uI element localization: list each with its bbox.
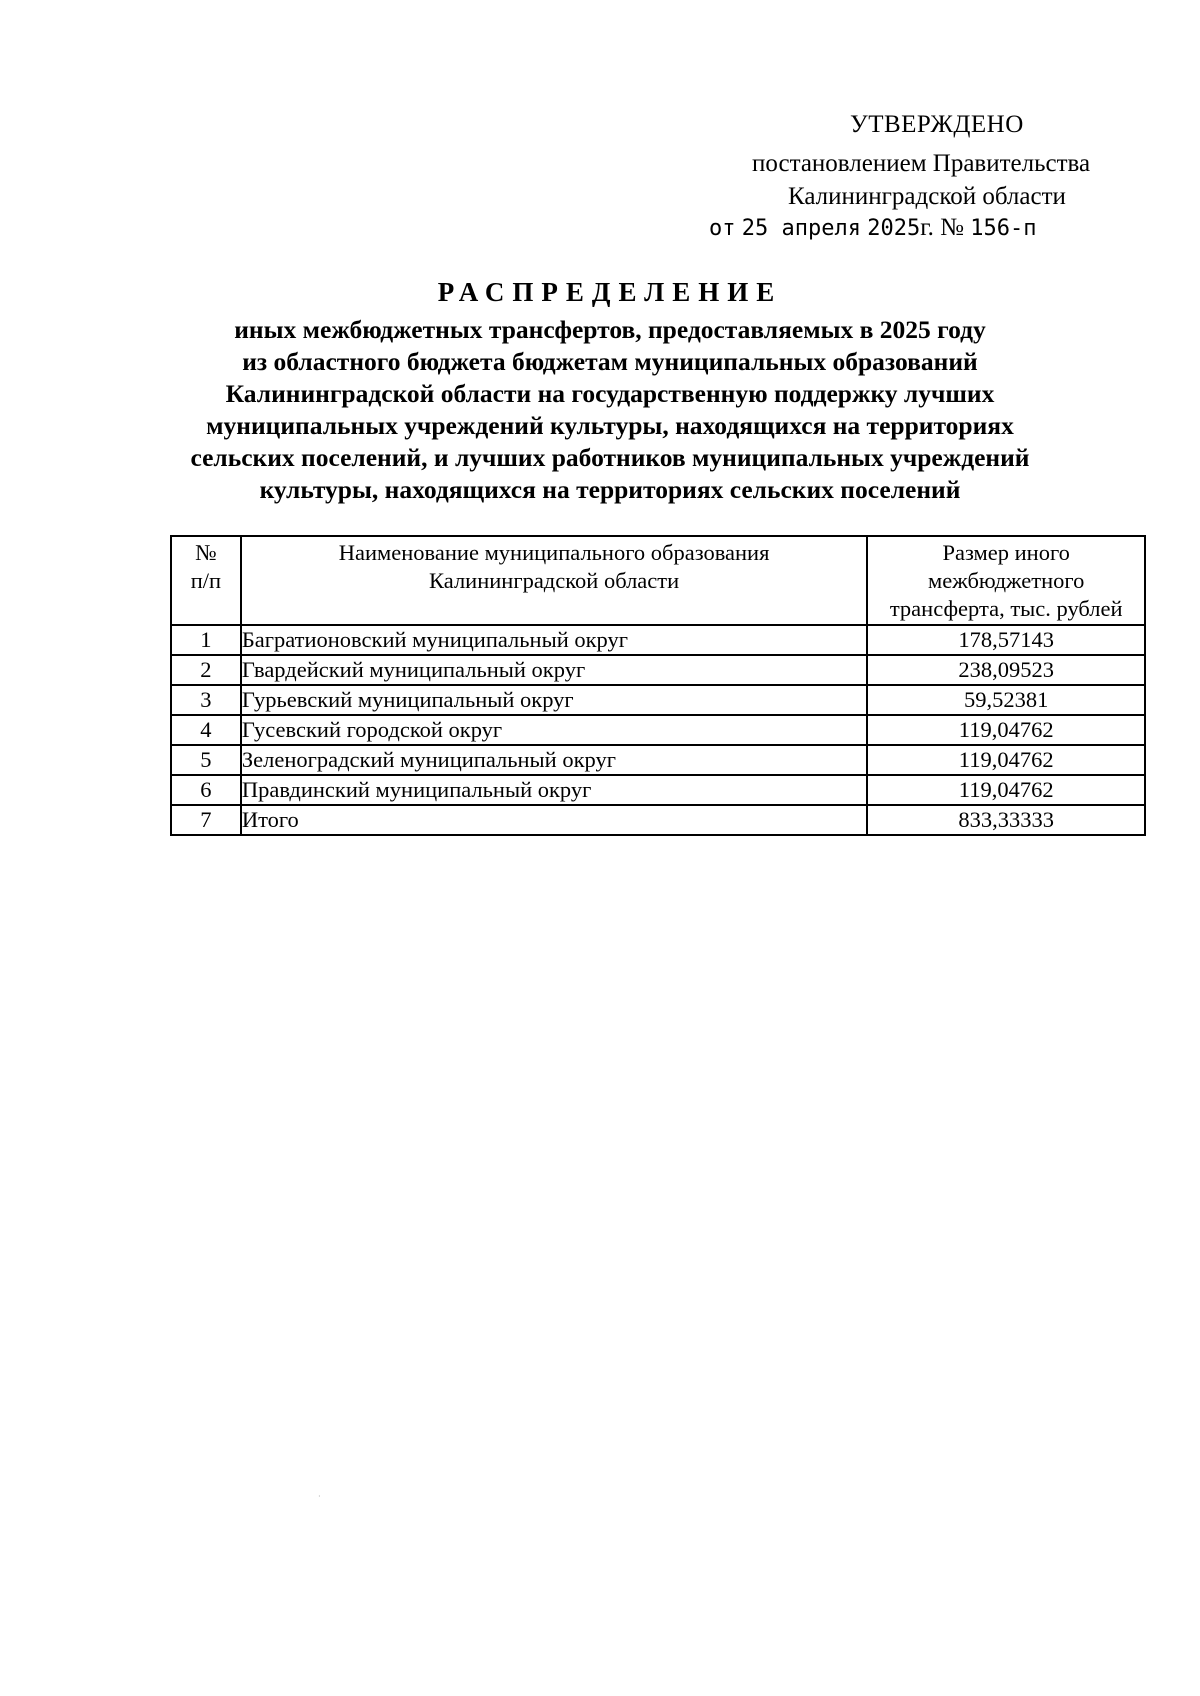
approval-title: УТВЕРЖДЕНО: [850, 111, 1024, 138]
row-value: 59,52381: [867, 685, 1145, 715]
scan-artifact-dot: ·: [318, 1492, 321, 1501]
header-value-line: межбюджетного: [928, 568, 1085, 593]
header-value-line: Размер иного: [942, 540, 1070, 565]
table-header-row: [171, 536, 1145, 625]
header-value: [867, 536, 1145, 625]
approval-region: Калининградской области: [788, 183, 1066, 210]
approval-number: 156-п: [970, 216, 1037, 241]
subtitle-line: сельских поселений, и лучших работников муниципальных учреждений: [190, 443, 1030, 472]
row-number: 5: [171, 745, 241, 775]
row-number: 4: [171, 715, 241, 745]
row-name: Зеленоградский муниципальный округ: [241, 745, 868, 775]
subtitle-line: иных межбюджетных трансфертов, предоставляемых в 2025 году: [234, 315, 986, 344]
approval-issuer: постановлением Правительства: [752, 150, 1091, 177]
table-row: [171, 745, 1145, 775]
approval-year-suffix: г.: [920, 214, 934, 241]
row-value: 119,04762: [867, 715, 1145, 745]
row-name: Гусевский городской округ: [241, 715, 868, 745]
document-heading: [150, 272, 1070, 506]
row-value: 833,33333: [867, 805, 1145, 835]
row-name: Багратионовский муниципальный округ: [241, 625, 868, 655]
table-row: [171, 685, 1145, 715]
row-name: Гурьевский муниципальный округ: [241, 685, 868, 715]
row-number: 6: [171, 775, 241, 805]
document-subtitle: [150, 314, 1070, 506]
subtitle-line: культуры, находящихся на территориях сельских поселений: [259, 475, 961, 504]
header-name: [241, 536, 868, 625]
table-row: [171, 715, 1145, 745]
row-name: Гвардейский муниципальный округ: [241, 655, 868, 685]
header-value-line: трансферта, тыс. рублей: [889, 596, 1123, 621]
row-name: Итого: [241, 805, 868, 835]
header-number: [171, 536, 241, 625]
table-row: [171, 775, 1145, 805]
header-name-line: Наименование муниципального образования: [338, 540, 770, 565]
row-number: 2: [171, 655, 241, 685]
document-title: РАСПРЕДЕЛЕНИЕ: [437, 277, 783, 307]
row-number: 7: [171, 805, 241, 835]
row-value: 178,57143: [867, 625, 1145, 655]
header-number-line: №: [195, 540, 217, 565]
subtitle-line: муниципальных учреждений культуры, находящихся на территориях: [206, 411, 1014, 440]
table-row-total: [171, 805, 1145, 835]
approval-date-value: 25 апреля: [741, 216, 861, 241]
header-name-line: Калининградской области: [429, 568, 680, 593]
row-number: 3: [171, 685, 241, 715]
subtitle-line: Калининградской области на государственную поддержку лучших: [225, 379, 995, 408]
header-number-line: п/п: [190, 568, 222, 593]
row-name: Правдинский муниципальный округ: [241, 775, 868, 805]
row-value: 119,04762: [867, 745, 1145, 775]
row-number: 1: [171, 625, 241, 655]
row-value: 238,09523: [867, 655, 1145, 685]
approval-date-prefix: от: [709, 216, 736, 241]
distribution-table: [170, 535, 1146, 836]
approval-date-line: [709, 211, 1036, 245]
table-row: [171, 625, 1145, 655]
row-value: 119,04762: [867, 775, 1145, 805]
table-row: [171, 655, 1145, 685]
approval-year: 2025: [867, 216, 921, 241]
approval-number-sign: №: [940, 214, 964, 241]
subtitle-line: из областного бюджета бюджетам муниципальных образований: [242, 347, 978, 376]
